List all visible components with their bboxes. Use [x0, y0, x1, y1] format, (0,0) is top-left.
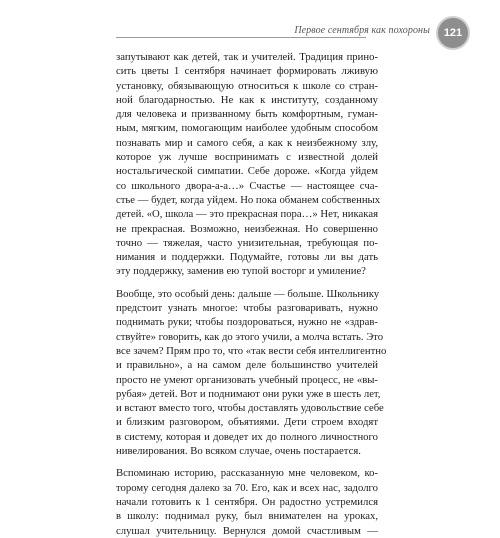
- text-line: не прекрасная. Возможно, неизбежная. Но совершенно: [116, 222, 378, 235]
- text-line: эту поддержку, заменив ею тупой восторг и умиление?: [116, 265, 366, 278]
- body-text: [116, 50, 387, 538]
- text-line: которое уж лучше воспринимать с известной долей: [116, 151, 378, 164]
- text-line: в систему, которая и доведет их до полного личностного: [116, 430, 378, 443]
- text-line: начали готовить к 1 сентября. Он радостно устремился: [116, 495, 378, 508]
- text-line: запутывают как детей, так и учителей. Традиция прино-: [116, 51, 378, 63]
- text-line: нимания и поддержки. Подумайте, готовы ли вы дать: [116, 251, 378, 264]
- paragraph-3: [116, 466, 378, 537]
- text-line: ностальгической симпатии. Себе дороже. «Когда уйдем: [116, 165, 378, 178]
- text-line: в школу: поднимал руку, был внимателен на уроках,: [116, 510, 378, 523]
- header-rule: [116, 37, 366, 38]
- page-number: 121: [443, 27, 463, 39]
- page-number-badge: [438, 18, 468, 48]
- text-line: сить цветы 1 сентября начинает формировать лживую: [116, 65, 378, 78]
- text-line: все зачем? Прям про то, что «так вести себя интеллигентно: [116, 344, 387, 357]
- text-line: ствуйте» говорить, как до этого учили, а молча встать. Это: [116, 330, 384, 343]
- running-header: Первое сентября как похороны: [294, 25, 430, 36]
- text-line: слушал учительницу. Вернулся домой счастливым —: [116, 524, 378, 537]
- text-line: для человека и призванному быть комфортным, гуман-: [116, 108, 378, 121]
- text-line: Вообще, это особый день: дальше — больше. Школьнику: [116, 287, 380, 300]
- paragraph-2: [116, 287, 387, 459]
- text-line: точно — тяжелая, часто унизительная, требующая по-: [116, 236, 378, 249]
- text-line: и встают вместо того, чтобы доставлять удовольствие себе: [116, 402, 384, 415]
- text-line: со школьного двора-а-а…» Счастье — настоящее сча-: [116, 179, 378, 192]
- text-line: ной благодарностью. Не как к институту, созданному: [116, 93, 378, 106]
- text-line: просто не умеют организовать учебный процесс, не «вы-: [116, 373, 378, 386]
- text-line: поднимать руки; чтобы поздороваться, нужно не «здрав-: [116, 316, 378, 329]
- text-line: познавать мир и самого себя, а как к неизбежному злу,: [116, 136, 378, 149]
- text-line: детей. «О, школа — это прекрасная пора…» Нет, никакая: [116, 208, 378, 221]
- text-line: Вспоминаю историю, рассказанную мне человеком, ко-: [116, 467, 378, 480]
- text-line: ным, мягким, помогающим наиболее удобным способом: [116, 122, 378, 135]
- text-line: нивелирования. Во всяком случае, очень постарается.: [116, 445, 361, 458]
- text-line: и близким разговором, объятиями. Дети строем входят: [116, 416, 378, 429]
- text-line: установку, обязывающую относиться к школе со стран-: [116, 79, 378, 92]
- paragraph-1: [116, 50, 381, 279]
- text-line: рубая» детей. Вот и поднимают они руки уже в шесть лет,: [116, 387, 381, 400]
- text-line: стье — будет, когда уйдем. Но пока обманем собственных: [116, 193, 381, 206]
- text-line: и правильно», а на самом деле большинство учителей: [116, 359, 378, 372]
- text-line: предстоит узнать многое: чтобы разговаривать, нужно: [116, 302, 378, 315]
- text-line: торому сегодня далеко за 70. Его, как и всех нас, задолго: [116, 481, 378, 494]
